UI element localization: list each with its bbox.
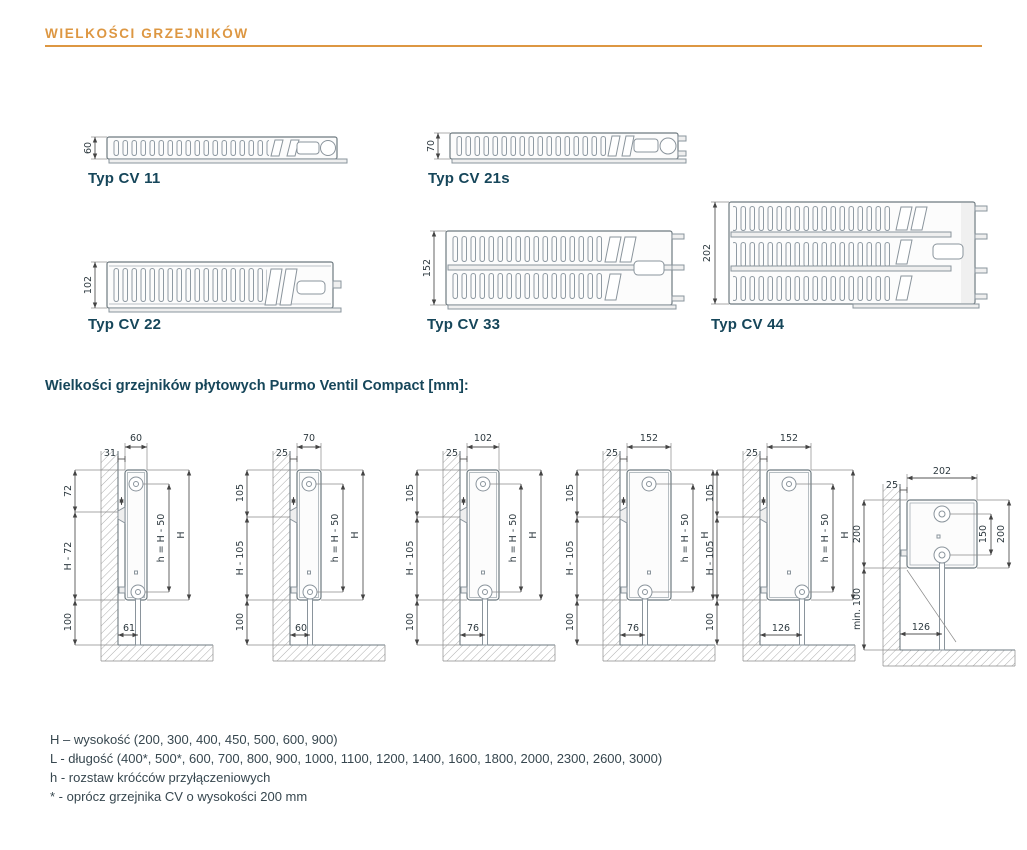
dim-top-offset: 105 — [705, 483, 716, 503]
side-diagram-cv44 — [687, 425, 862, 687]
dim-gap: 25 — [445, 448, 458, 459]
dim-inner: h = H - 50 — [820, 513, 831, 563]
cv22-depth-label: 102 — [83, 275, 94, 295]
dim-height: 200 — [852, 524, 863, 544]
cv44-top-view-diagram — [703, 194, 998, 314]
section-heading: Wielkości grzejników płytowych Purmo Ventil Compact [mm]: — [45, 378, 469, 394]
cv11-top-view-diagram — [85, 127, 360, 169]
dim-floor-width: 61 — [122, 623, 136, 634]
note-length: L - długość (400*, 500*, 600, 700, 800, 900, 1000, 1100, 1200, 1400, 1600, 1800, 2000, 2300, 2600, 3000) — [50, 751, 663, 766]
cv33-depth-dimension — [422, 231, 446, 305]
dim-floor-width: 60 — [294, 623, 308, 634]
dim-mid: H - 105 — [235, 540, 246, 576]
cv21s-type-label: Typ CV 21s — [428, 170, 510, 187]
side-diagram-cv11 — [45, 425, 220, 687]
cv44-type-label: Typ CV 44 — [711, 316, 785, 333]
cv21s-depth-label: 70 — [426, 139, 437, 153]
cv33-depth-label: 152 — [422, 258, 433, 278]
dim-width: 202 — [932, 466, 952, 477]
cv33-radiator-body — [446, 231, 684, 309]
side-diagram-cv22 — [387, 425, 562, 687]
cv44-depth-label: 202 — [702, 243, 713, 263]
dim-floor-width: 76 — [626, 623, 640, 634]
cv22-top-view-diagram — [85, 255, 360, 313]
dim-floor-width: 76 — [466, 623, 480, 634]
dim-bottom: 100 — [405, 612, 416, 632]
cv44-radiator-body — [729, 202, 987, 308]
cv11-depth-label: 60 — [83, 141, 94, 155]
note-connection-spacing: h - rozstaw króćców przyłączeniowych — [50, 770, 271, 785]
dim-clearance: min. 100 — [852, 587, 863, 631]
cv21s-top-view-diagram — [428, 124, 693, 170]
dim-outer: H — [840, 531, 851, 539]
dim-outer: 200 — [996, 524, 1007, 544]
dim-outer: H — [350, 531, 361, 539]
legend-notes — [50, 730, 662, 806]
dim-inner: h = H - 50 — [508, 513, 519, 563]
cv33-type-label: Typ CV 33 — [427, 316, 501, 333]
low-radiator-diagram — [850, 462, 1027, 692]
note-height: H – wysokość (200, 300, 400, 450, 500, 600, 900) — [50, 732, 338, 747]
cv22-depth-dimension — [83, 262, 107, 308]
dim-top-offset: 72 — [63, 484, 74, 498]
dim-width: 102 — [473, 433, 493, 444]
cv44-depth-dimension — [702, 202, 729, 304]
radiator — [118, 470, 147, 645]
dim-inner: h = H - 50 — [680, 513, 691, 563]
side-diagram-cv21s — [217, 425, 392, 687]
dim-bottom: 100 — [63, 612, 74, 632]
radiator — [290, 470, 321, 645]
dim-gap: 31 — [103, 448, 116, 459]
dim-mid: H - 105 — [565, 540, 576, 576]
dim-top-offset: 105 — [235, 483, 246, 503]
cv21s-radiator-body — [450, 133, 686, 163]
dim-outer: H — [176, 531, 187, 539]
page-title: WIELKOŚCI GRZEJNIKÓW — [45, 26, 249, 41]
dim-bottom: 100 — [235, 612, 246, 632]
dim-floor-width: 126 — [911, 622, 931, 633]
radiator — [620, 470, 671, 645]
dim-width: 152 — [639, 433, 659, 444]
dim-floor-width: 126 — [771, 623, 791, 634]
dim-mid: H - 72 — [63, 541, 74, 571]
dim-mid: H - 105 — [705, 540, 716, 576]
note-asterisk: * - oprócz grzejnika CV o wysokości 200 mm — [50, 789, 308, 804]
cv22-radiator-body — [107, 262, 341, 312]
dim-bottom: 100 — [705, 612, 716, 632]
title-underline — [45, 45, 982, 47]
cv33-top-view-diagram — [424, 224, 694, 314]
wall-and-floor — [273, 451, 385, 661]
radiator — [760, 470, 811, 645]
cv22-type-label: Typ CV 22 — [88, 316, 162, 333]
radiator — [460, 470, 499, 645]
dim-mid: H - 105 — [405, 540, 416, 576]
dim-width: 60 — [129, 433, 143, 444]
dim-width: 152 — [779, 433, 799, 444]
dim-width: 70 — [302, 433, 316, 444]
dim-outer: H — [700, 531, 711, 539]
cv11-type-label: Typ CV 11 — [88, 170, 161, 187]
cv11-depth-dimension — [83, 137, 107, 159]
dim-gap: 25 — [275, 448, 288, 459]
dim-gap: 25 — [885, 480, 898, 491]
dim-bottom: 100 — [565, 612, 576, 632]
dim-top-offset: 105 — [405, 483, 416, 503]
dim-inner: 150 — [978, 524, 989, 544]
dim-inner: h = H - 50 — [156, 513, 167, 563]
cv11-radiator-body — [107, 137, 347, 163]
dim-outer: H — [528, 531, 539, 539]
dim-inner: h = H - 50 — [330, 513, 341, 563]
dim-gap: 25 — [605, 448, 618, 459]
cv21s-depth-dimension — [426, 133, 450, 159]
dim-top-offset: 105 — [565, 483, 576, 503]
dim-gap: 25 — [745, 448, 758, 459]
